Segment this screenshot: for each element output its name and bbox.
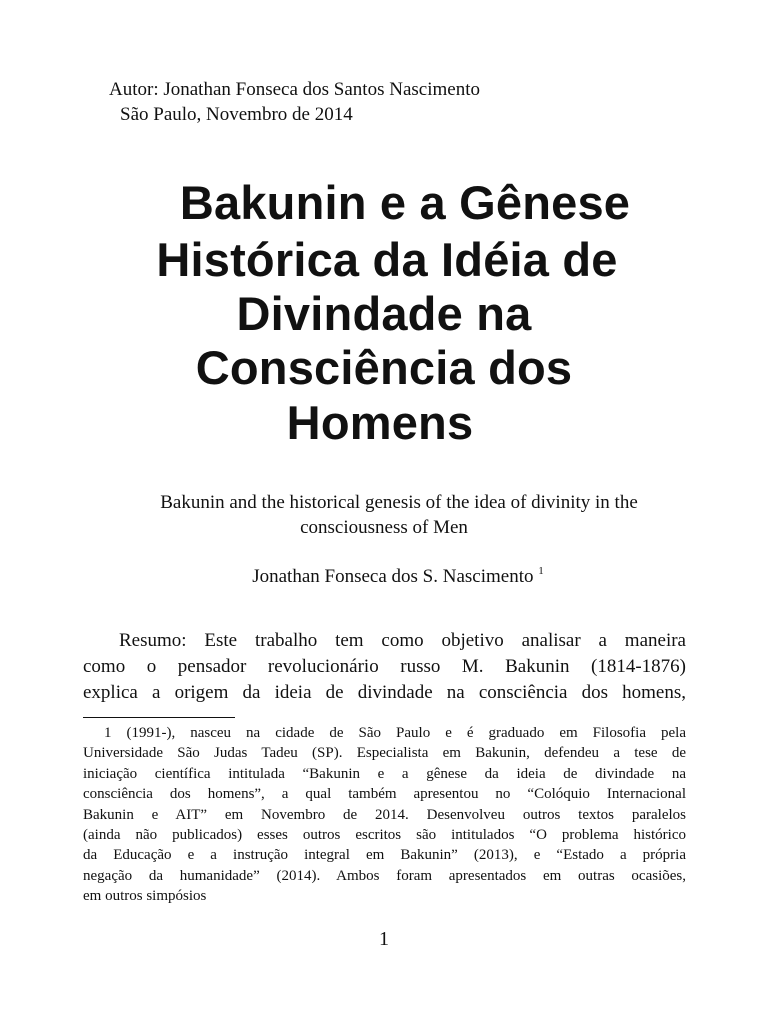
title-line-1: Bakunin e a Gênese [179, 176, 631, 229]
footnote-line-1: 1 (1991-), nasceu na cidade de São Paulo e é graduado em Filosofia pela [104, 725, 686, 741]
footnote [83, 723, 686, 907]
subtitle-line-2: consciousness of Men [300, 517, 468, 538]
footnote-line-8: negação da humanidade” (2014). Ambos foram apresentados em outras ocasiões, [83, 867, 686, 884]
page-number: 1 [379, 928, 389, 950]
title-line-5: Homens [286, 396, 474, 449]
footnote-line-4: consciência dos homens”, a qual também apresentou no “Colóquio Internacional [83, 786, 686, 803]
subtitle-line-1: Bakunin and the historical genesis of the idea of divinity in the [160, 492, 638, 513]
abstract-line-1: Resumo: Este trabalho tem como objetivo analisar a maneira [119, 630, 686, 651]
byline-name: Jonathan Fonseca dos S. Nascimento [252, 566, 534, 587]
footnote-line-9: em outros simpósios [83, 888, 207, 905]
footnote-line-2: Universidade São Judas Tadeu (SP). Especialista em Bakunin, defendeu a tese de [83, 745, 686, 762]
author-line: Autor: Jonathan Fonseca dos Santos Nascimento [109, 79, 480, 100]
title-line-4: Consciência dos [195, 341, 573, 394]
title-line-2: Histórica da Idéia de [156, 233, 618, 286]
footnote-marker: 1 [538, 565, 544, 577]
footnote-line-7: da Educação e a instrução integral em Bakunin” (2013), e “Estado a própria [83, 847, 686, 864]
footnote-line-3: iniciação científica intitulada “Bakunin e a gênese da ideia de divindade na [83, 765, 686, 782]
abstract [83, 628, 686, 706]
title-line-3: Divindade na [236, 287, 532, 340]
footnote-line-6: (ainda não publicados) esses outros escritos são intitulados “O problema histórico [83, 827, 686, 844]
byline [0, 565, 768, 588]
abstract-line-3: explica a origem da ideia de divindade na consciência dos homens, [83, 682, 686, 703]
footnote-divider [83, 717, 235, 718]
footnote-line-5: Bakunin e AIT” em Novembro de 2014. Desenvolveu outros textos paralelos [83, 806, 686, 823]
abstract-line-2: como o pensador revolucionário russo M. Bakunin (1814-1876) [83, 656, 686, 677]
place-date: São Paulo, Novembro de 2014 [120, 104, 353, 125]
